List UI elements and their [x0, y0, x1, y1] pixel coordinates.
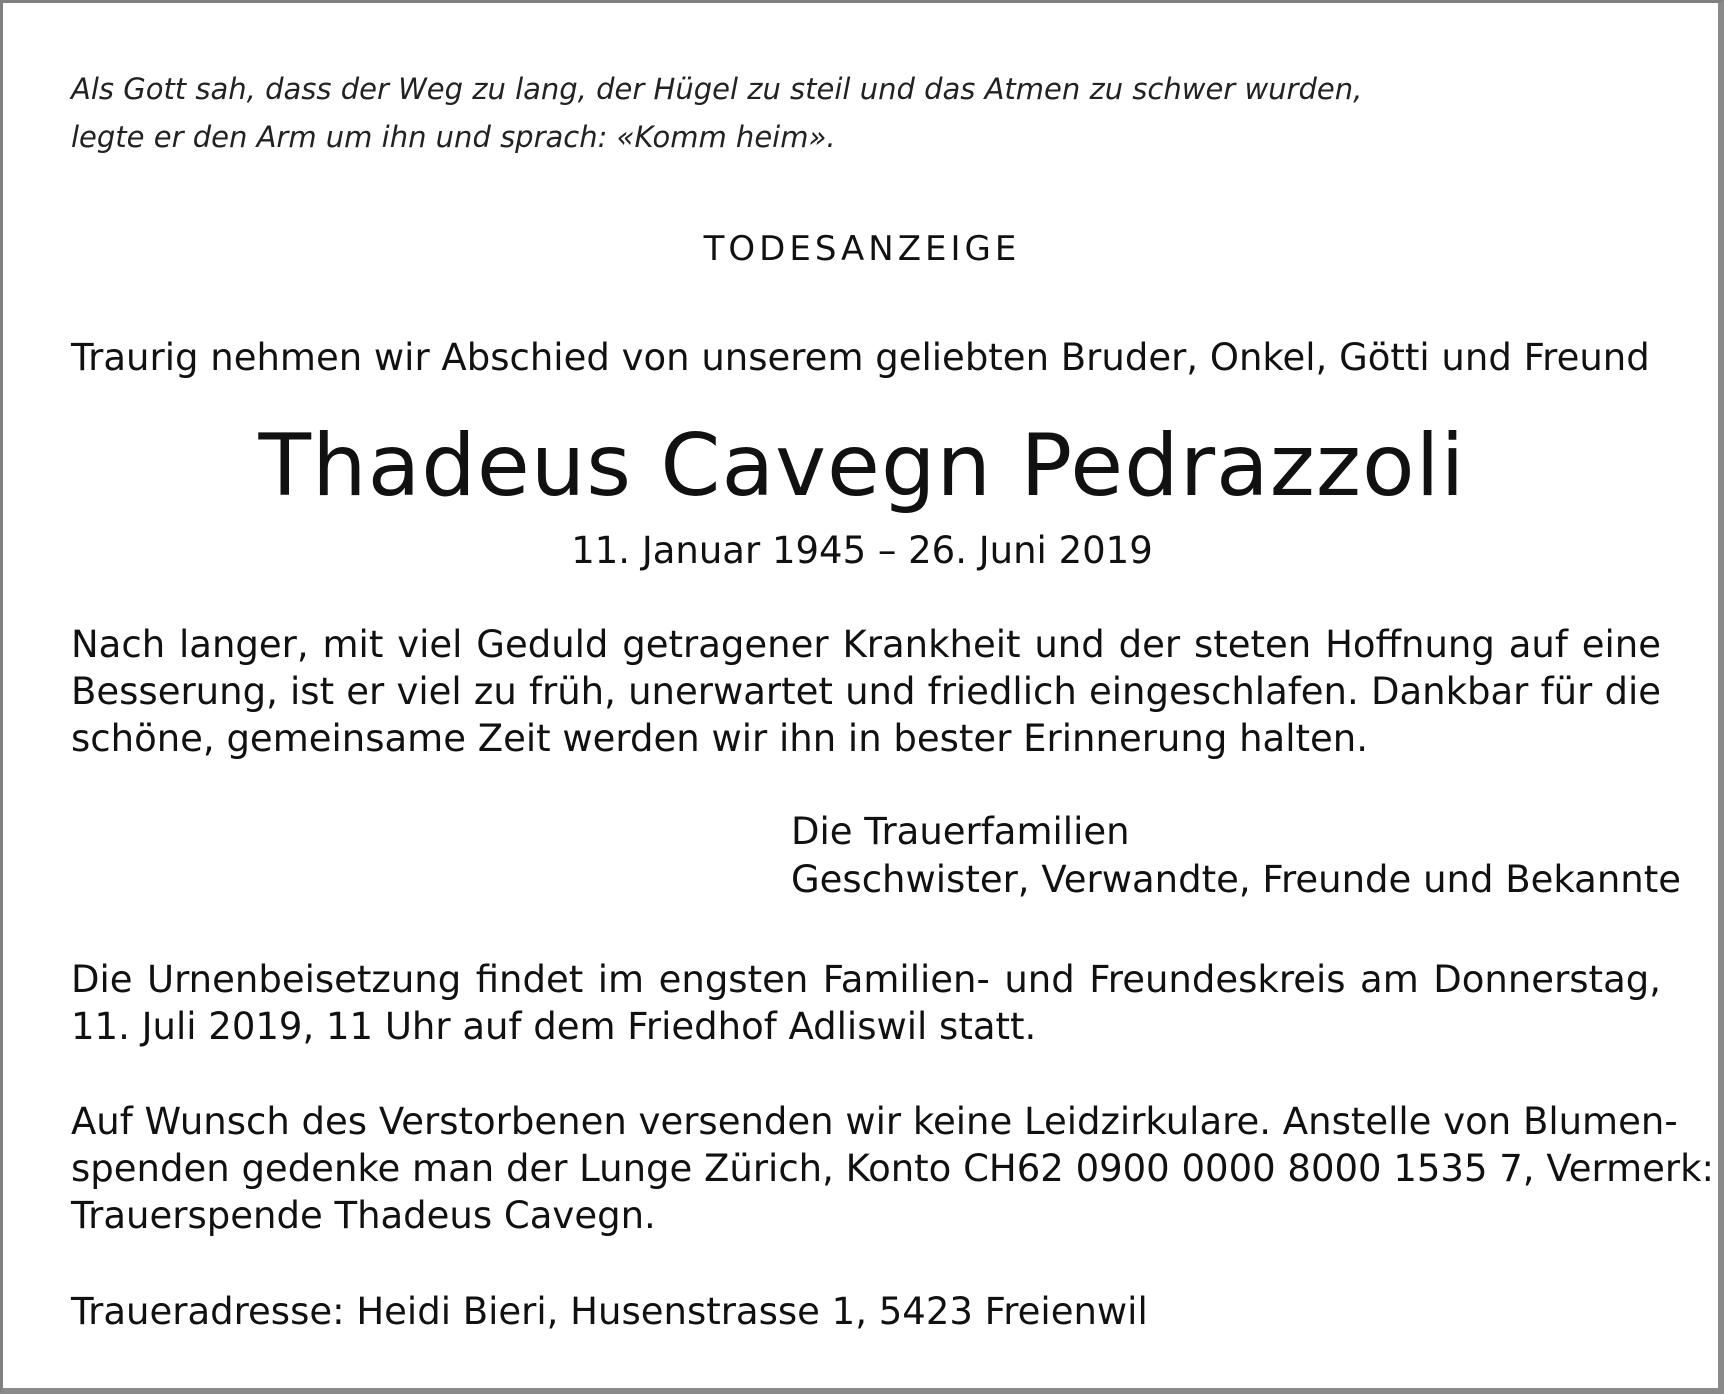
intro-text: Traurig nehmen wir Abschied von unserem geliebten Bruder, Onkel, Götti und Freund — [71, 336, 1650, 379]
signature-line-1: Die Trauerfamilien — [791, 810, 1130, 853]
life-dates: 11. Januar 1945 – 26. Juni 2019 — [571, 529, 1153, 572]
message-line-3: schöne, gemeinsame Zeit werden wir ihn in bester Erinnerung halten. — [71, 717, 1368, 760]
message-line-1: Nach langer, mit viel Geduld getragener Krankheit und der steten Hoffnung auf eine — [71, 623, 1661, 666]
donation-line-2: spenden gedenke man der Lunge Zürich, Konto CH62 0900 0000 8000 1535 7, Vermerk: — [71, 1147, 1714, 1190]
burial-line-1: Die Urnenbeisetzung findet im engsten Familien- und Freundeskreis am Donnerstag, — [71, 958, 1661, 1001]
message-line-2: Besserung, ist er viel zu früh, unerwartet und friedlich eingeschlafen. Dankbar für die — [71, 670, 1661, 713]
mourning-address: Traueradresse: Heidi Bieri, Husenstrasse 1, 5423 Freienwil — [71, 1290, 1148, 1333]
burial-line-2: 11. Juli 2019, 11 Uhr auf dem Friedhof Adliswil statt. — [71, 1005, 1037, 1048]
donation-paragraph — [71, 1098, 1714, 1239]
donation-line-3: Trauerspende Thadeus Cavegn. — [71, 1194, 656, 1237]
donation-line-1: Auf Wunsch des Verstorbenen versenden wir keine Leidzirkulare. Anstelle von Blumen- — [71, 1100, 1678, 1143]
motto-line-2: legte er den Arm um ihn und sprach: «Komm heim». — [71, 120, 836, 154]
burial-paragraph — [71, 956, 1661, 1050]
deceased-name: Thadeus Cavegn Pedrazzoli — [258, 416, 1466, 516]
motto-line-1: Als Gott sah, dass der Weg zu lang, der Hügel zu steil und das Atmen zu schwer wurden, — [71, 72, 1363, 106]
signature-block — [791, 808, 1681, 904]
message-paragraph — [71, 621, 1661, 762]
motto-quote — [71, 65, 1661, 161]
signature-line-2: Geschwister, Verwandte, Freunde und Bekannte — [791, 858, 1681, 901]
notice-heading: TODESANZEIGE — [703, 229, 1021, 269]
